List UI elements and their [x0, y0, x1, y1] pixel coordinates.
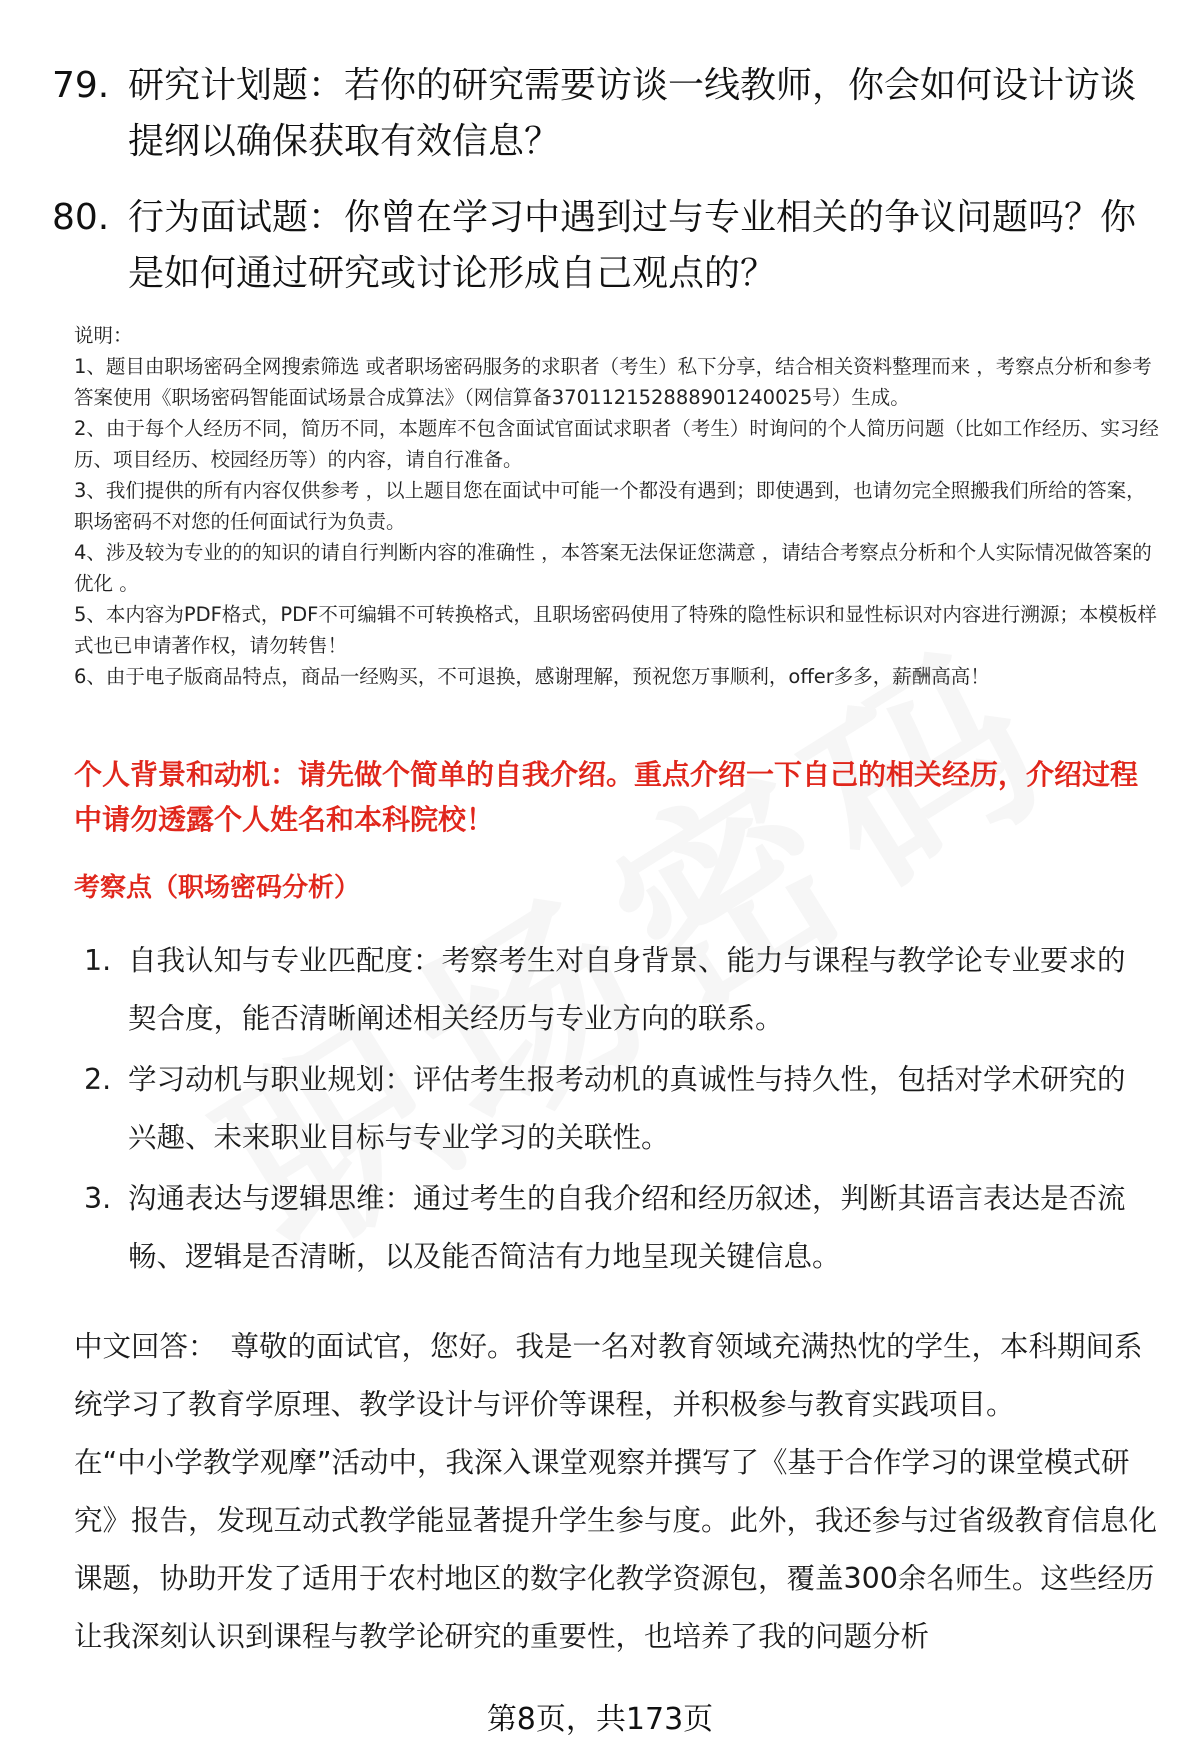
- answer-section: [74, 1318, 1164, 1666]
- question-number: 79.: [52, 65, 110, 106]
- answer-body: 在“中小学教学观摩”活动中，我深入课堂观察并撰写了《基于合作学习的课堂模式研究》报告，发现互动式教学能显著提升学生参与度。此外，我还参与过省级教育信息化课题，协助开发了适用于农村地区的数字化教学资源包，覆盖300余名师生。这些经历让我深刻认识到课程与教学论研究的重要性，也培养了我的问题分析: [74, 1446, 1158, 1653]
- notes-section: [74, 320, 1164, 692]
- featured-question: 个人背景和动机：请先做个简单的自我介绍。重点介绍一下自己的相关经历，介绍过程中请勿透露个人姓名和本科院校！: [74, 758, 1139, 836]
- point-number: 3.: [84, 1182, 112, 1215]
- answer-intro-paragraph: [74, 1318, 1164, 1434]
- question-text: 研究计划题：若你的研究需要访谈一线教师，你会如何设计访谈提纲以确保获取有效信息？: [128, 65, 1137, 162]
- note-item: 3、我们提供的所有内容仅供参考 ，以上题目您在面试中可能一个都没有遇到；即使遇到，也请勿完全照搬我们所给的答案，职场密码不对您的任何面试行为负责。: [74, 479, 1146, 533]
- note-item: 1、题目由职场密码全网搜索筛选 或者职场密码服务的求职者（考生）私下分享，结合相关资料整理而来 ，考察点分析和参考答案使用《职场密码智能面试场景合成算法》（网信算备370112152888901240025号）生成。: [74, 355, 1152, 409]
- point-text: 学习动机与职业规划：评估考生报考动机的真诚性与持久性，包括对学术研究的兴趣、未来职业目标与专业学习的关联性。: [128, 1063, 1126, 1154]
- note-item: 6、由于电子版商品特点，商品一经购买，不可退换，感谢理解，预祝您万事顺利，offer多多，薪酬高高！: [74, 665, 990, 688]
- analysis-points: [84, 932, 1144, 1289]
- note-item: 5、本内容为PDF格式，PDF不可编辑不可转换格式，且职场密码使用了特殊的隐性标识和显性标识对内容进行溯源；本模板样式也已申请著作权，请勿转售！: [74, 603, 1157, 657]
- question-number: 80.: [52, 197, 110, 238]
- point-text: 自我认知与专业匹配度：考察考生对自身背景、能力与课程与教学论专业要求的契合度，能否清晰阐述相关经历与专业方向的联系。: [128, 944, 1126, 1035]
- analysis-point: [84, 1051, 1144, 1167]
- analysis-heading: 考察点（职场密码分析）: [74, 873, 361, 903]
- note-item: 4、涉及较为专业的的知识的请自行判断内容的准确性 ，本答案无法保证您满意 ，请结合考察点分析和个人实际情况做答案的优化 。: [74, 541, 1152, 595]
- note-item: 2、由于每个人经历不同，简历不同，本题库不包含面试官面试求职者（考生）时询问的个人简历问题（比如工作经历、实习经历、项目经历、校园经历等）的内容，请自行准备。: [74, 417, 1159, 471]
- question-text: 行为面试题：你曾在学习中遇到过与专业相关的争议问题吗？你是如何通过研究或讨论形成自己观点的？: [128, 197, 1137, 294]
- page-footer: 第8页，共173页: [486, 1702, 714, 1737]
- point-number: 2.: [84, 1063, 112, 1096]
- question-79: [52, 58, 1152, 170]
- answer-intro: 尊敬的面试官，您好。我是一名对教育领域充满热忱的学生，本科期间系统学习了教育学原理、教学设计与评价等课程，并积极参与教育实践项目。: [74, 1330, 1143, 1421]
- notes-title: 说明：: [74, 324, 133, 347]
- point-text: 沟通表达与逻辑思维：通过考生的自我介绍和经历叙述，判断其语言表达是否流畅、逻辑是否清晰，以及能否简洁有力地呈现关键信息。: [128, 1182, 1126, 1273]
- question-80: [52, 190, 1152, 302]
- analysis-point: [84, 932, 1144, 1048]
- answer-label: 中文回答：: [74, 1330, 217, 1363]
- point-number: 1.: [84, 944, 112, 977]
- analysis-point: [84, 1170, 1144, 1286]
